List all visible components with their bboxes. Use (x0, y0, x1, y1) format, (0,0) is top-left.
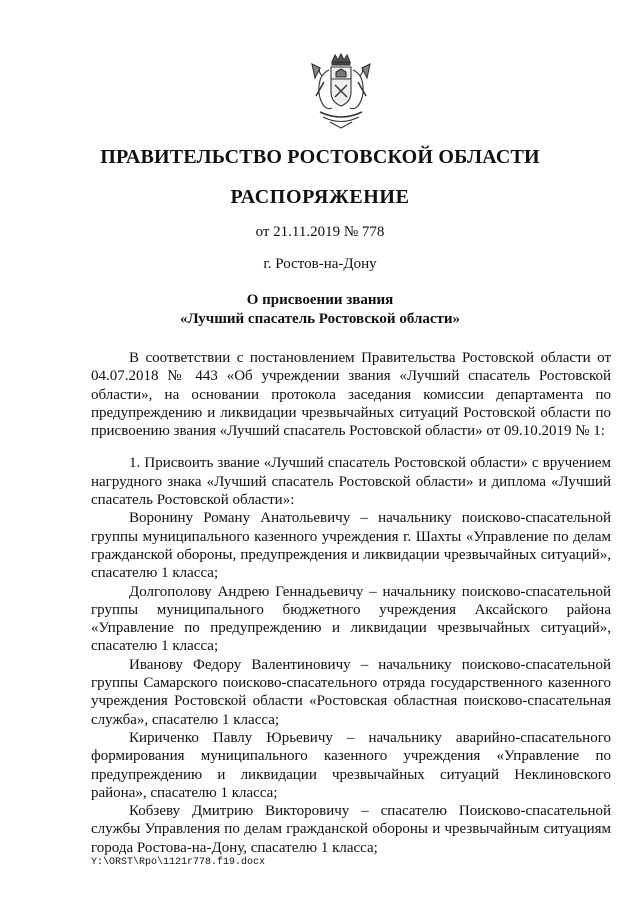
recipient-paragraph: Кириченко Павлу Юрьевичу – начальнику аварийно-спасательного формирования муниципального казенного учреждения «Управление по предупреждению и ликвидации чрезвычайных ситуаций Неклиновского района», спасателю 1 класса; (91, 729, 611, 801)
file-path-footer: Y:\ORST\Rpo\1121r778.f19.docx (91, 857, 266, 868)
document-subject (0, 291, 640, 329)
document-body (91, 349, 611, 857)
government-title: ПРАВИТЕЛЬСТВО РОСТОВСКОЙ ОБЛАСТИ (100, 146, 540, 168)
subject-line-2: «Лучший спасатель Ростовской области» (179, 311, 461, 327)
document-date-number: от 21.11.2019 № 778 (255, 224, 385, 240)
item-1-paragraph: 1. Присвоить звание «Лучший спасатель Ростовской области» с вручением нагрудного знака «Лучший спасатель Ростовской области» и диплома «Лучший спасатель Ростовской области»: (91, 455, 611, 509)
recipient-paragraph: Воронину Роману Анатольевичу – начальнику поисково-спасательной группы муниципального казенного учреждения г. Шахты «Управление по делам гражданской обороны, предупреждения и ликвидации чрезвычайных ситуаций», спасателю 1 класса; (91, 510, 611, 582)
preamble-paragraph: В соответствии с постановлением Правительства Ростовской области от 04.07.2018 № 443 «Об учреждении звания «Лучший спасатель Ростовской области», на основании протокола заседания комиссии департамента по предупреждению и ликвидации чрезвычайных ситуаций Ростовской области по присвоению звания «Лучший спасатель Ростовской области» от 09.10.2019 № 1: (91, 350, 611, 440)
document-type: РАСПОРЯЖЕНИЕ (230, 186, 410, 208)
coat-of-arms-icon (310, 52, 372, 130)
document-city: г. Ростов-на-Дону (263, 256, 377, 272)
recipient-paragraph: Долгополову Андрею Геннадьевичу – начальнику поисково-спасательной группы муниципального бюджетного учреждения Аксайского района «Управление по предупреждению и ликвидации чрезвычайных ситуаций», спасателю 1 класса; (91, 583, 611, 655)
subject-line-1: О присвоении звания (246, 292, 394, 308)
recipient-paragraph: Иванову Федору Валентиновичу – начальнику поисково-спасательной группы Самарского поисково-спасательного отряда государственного казенного учреждения Ростовской области «Ростовская областная поисково-спасательная служба», спасателю 1 класса; (91, 656, 611, 728)
recipient-paragraph: Кобзеву Дмитрию Викторовичу – спасателю Поисково-спасательной службы Управления по делам гражданской обороны и чрезвычайным ситуациям города Ростова-на-Дону, спасателю 1 класса; (91, 803, 611, 856)
